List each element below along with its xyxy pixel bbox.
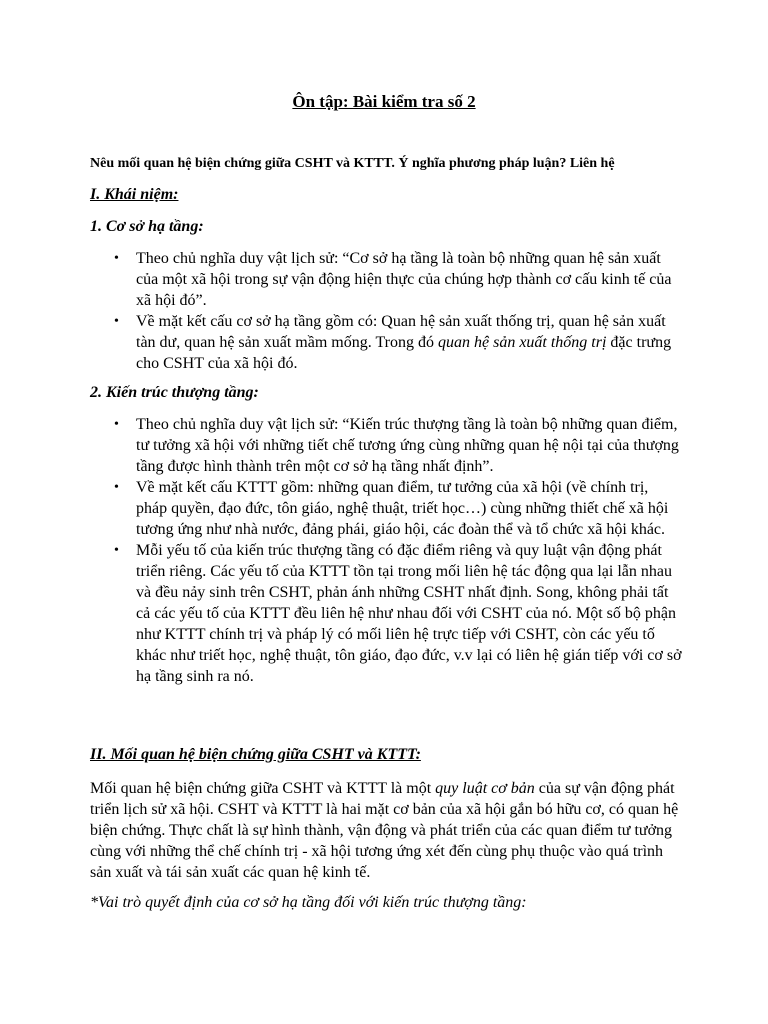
section2-heading: II. Mối quan hệ biện chứng giữa CSHT và KTTT:: [90, 746, 421, 763]
list-item-text: Theo chủ nghĩa duy vật lịch sử: “Cơ sở hạ tầng là toàn bộ những quan hệ sản xuất của một xã hội trong sự vận động hiện thực của chúng hợp thành cơ cấu kinh tế của xã hội đó”.: [136, 250, 672, 309]
kien-truc-thuong-tang-list: [90, 414, 682, 687]
list-item: [90, 311, 682, 374]
list-item-text: Mỗi yếu tố của kiến trúc thượng tầng có đặc điểm riêng và quy luật vận động phát triển riêng. Các yếu tố của KTTT tồn tại trong mối liên hệ tác động qua lại lẫn nhau và đều nảy sinh trên CSHT, phản ánh những CSHT nhất định. Song, không phải tất cả các yếu tố của KTTT đều liên hệ như nhau đối với CSHT của nó. Một số bộ phận như KTTT chính trị và pháp lý có mối liên hệ trực tiếp với CSHT, còn các yếu tố khác như triết học, nghệ thuật, tôn giáo, đạo đức, v.v lại có liên hệ gián tiếp với cơ sở hạ tầng sinh ra nó.: [136, 542, 682, 685]
list-item-text: Về mặt kết cấu cơ sở hạ tầng gồm có: Quan hệ sản xuất thống trị, quan hệ sản xuất tàn dư, quan hệ sản xuất mầm mống. Trong đó: [136, 313, 666, 351]
bullet-icon: •: [114, 480, 119, 495]
bullet-icon: •: [114, 251, 119, 266]
bullet-icon: •: [114, 314, 119, 329]
bullet-icon: •: [114, 543, 119, 558]
list-item: [90, 477, 682, 540]
list-item: [90, 414, 682, 477]
paragraph-text: Mối quan hệ biện chứng giữa CSHT và KTTT là một: [90, 780, 436, 797]
co-so-ha-tang-list: [90, 248, 682, 374]
section2-note: *Vai trò quyết định của cơ sở hạ tầng đối với kiến trúc thượng tầng:: [90, 894, 527, 911]
document-title: Ôn tập: Bài kiểm tra số 2: [292, 92, 476, 111]
list-item-emphasis: quan hệ sản xuất thống trị: [437, 334, 607, 351]
list-item-text: đặc trưng cho CSHT của xã hội đó.: [136, 334, 672, 372]
paragraph-text: của sự vận động phát triển lịch sử xã hội. CSHT và KTTT là hai mặt cơ bản của xã hội gắn bó hữu cơ, có quan hệ biện chứng. Thực chất là sự hình thành, vận động và phát triển của các quan điểm tư tưởng cùng với những thể chế chính trị - xã hội tương ứng xét đến cùng phụ thuộc vào quá trình sản xuất và tái sản xuất các quan hệ kinh tế.: [90, 780, 679, 881]
list-item: [90, 248, 682, 311]
section1-heading: I. Khái niệm:: [90, 186, 179, 203]
subsection-kien-truc-thuong-tang-heading: 2. Kiến trúc thượng tầng:: [90, 384, 259, 401]
list-item-text: Theo chủ nghĩa duy vật lịch sử: “Kiến trúc thượng tầng là toàn bộ những quan điểm, tư tưởng xã hội với những tiết chế tương ứng cùng những quan hệ nội tại của thượng tầng được hình thành trên một cơ sở hạ tầng nhất định”.: [136, 416, 679, 475]
section2-paragraph: [90, 778, 680, 883]
paragraph-emphasis: quy luật cơ bản: [435, 780, 535, 797]
subsection-co-so-ha-tang-heading: 1. Cơ sở hạ tầng:: [90, 218, 204, 235]
list-item-text: Về mặt kết cấu KTTT gồm: những quan điểm, tư tưởng của xã hội (về chính trị, pháp quyền, đạo đức, tôn giáo, nghệ thuật, triết học…) cùng những thiết chế xã hội tương ứng như nhà nước, đảng phái, giáo hội, các đoàn thể và tổ chức xã hội khác.: [136, 479, 669, 538]
question-text: Nêu mối quan hệ biện chứng giữa CSHT và KTTT. Ý nghĩa phương pháp luận? Liên hệ: [90, 156, 615, 171]
bullet-icon: •: [114, 417, 119, 432]
list-item: [90, 540, 682, 687]
